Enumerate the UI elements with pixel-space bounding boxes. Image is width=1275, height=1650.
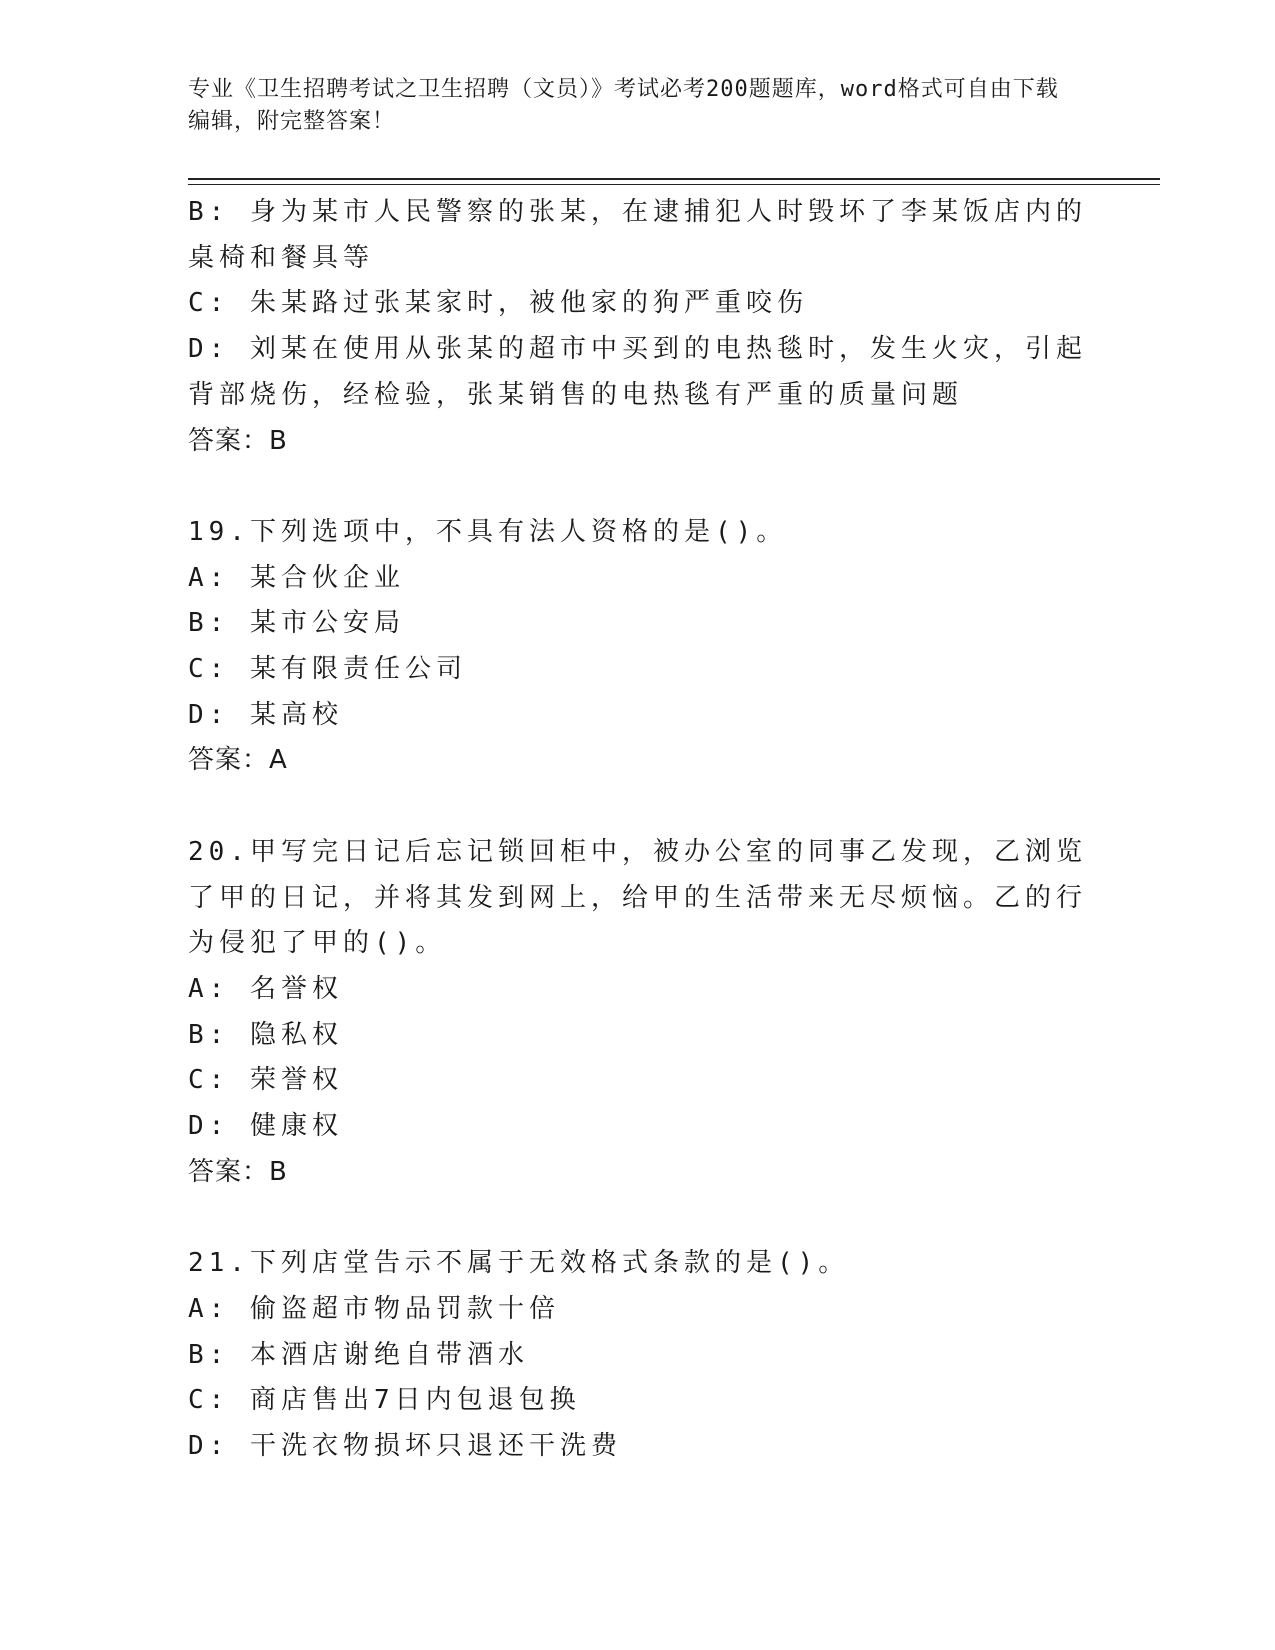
option-b: B: 身为某市人民警察的张某，在逮捕犯人时毁坏了李某饭店内的桌椅和餐具等 (188, 197, 1087, 273)
header-rule-thick (188, 178, 1160, 180)
option-a: A: 名誉权 (188, 973, 343, 1004)
option-b: B: 本酒店谢绝自带酒水 (188, 1339, 529, 1370)
option-d: D: 某高校 (188, 699, 343, 730)
question-block-18 (188, 190, 1088, 464)
question-stem: 19.下列选项中，不具有法人资格的是()。 (188, 516, 788, 547)
question-stem: 21.下列店堂告示不属于无效格式条款的是()。 (188, 1248, 850, 1279)
option-c: C: 商店售出7日内包退包换 (188, 1385, 581, 1416)
option-a: A: 某合伙企业 (188, 562, 405, 593)
option-b: B: 某市公安局 (188, 608, 405, 639)
answer-line: 答案：A (188, 745, 288, 776)
option-b: B: 隐私权 (188, 1019, 343, 1050)
document-body (188, 190, 1088, 1470)
header-rule-thin (188, 184, 1160, 185)
question-block-21 (188, 1241, 1088, 1470)
option-c: C: 某有限责任公司 (188, 654, 467, 685)
option-d: D: 刘某在使用从张某的超市中买到的电热毯时，发生火灾，引起背部烧伤，经检验，张某销售的电热毯有严重的质量问题 (188, 334, 1087, 410)
option-c: C: 朱某路过张某家时，被他家的狗严重咬伤 (188, 288, 808, 319)
answer-line: 答案：B (188, 1156, 288, 1187)
option-c: C: 荣誉权 (188, 1065, 343, 1096)
option-d: D: 干洗衣物损坏只退还干洗费 (188, 1430, 622, 1461)
option-d: D: 健康权 (188, 1111, 343, 1142)
answer-line: 答案：B (188, 425, 288, 456)
document-header: 专业《卫生招聘考试之卫生招聘（文员）》考试必考200题题库，word格式可自由下载编辑，附完整答案！ (188, 77, 1059, 134)
option-a: A: 偷盗超市物品罚款十倍 (188, 1293, 560, 1324)
question-block-20 (188, 830, 1088, 1196)
question-stem: 20.甲写完日记后忘记锁回柜中，被办公室的同事乙发现，乙浏览了甲的日记，并将其发到网上，给甲的生活带来无尽烦恼。乙的行为侵犯了甲的()。 (188, 836, 1088, 959)
question-block-19 (188, 510, 1088, 784)
